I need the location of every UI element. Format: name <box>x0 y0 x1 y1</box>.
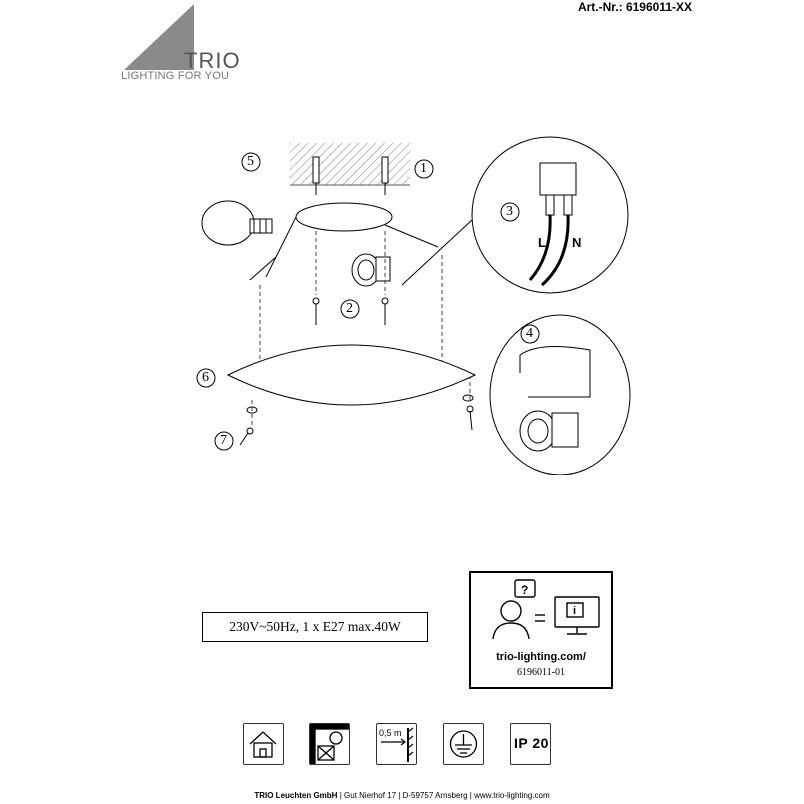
house-icon <box>244 724 283 764</box>
bulb-icon <box>202 201 272 245</box>
footer-city: D-59757 Arnsberg <box>402 791 468 800</box>
min-distance-symbol <box>376 723 417 765</box>
step-number-2: 2 <box>346 301 353 316</box>
footer-web: www.trio-lighting.com <box>474 791 550 800</box>
ip-rating-label: IP 20 <box>514 735 549 751</box>
help-box <box>469 571 613 689</box>
spec-box: 230V~50Hz, 1 x E27 max.40W <box>202 612 428 642</box>
ceiling-hatch <box>290 143 410 185</box>
distance-icon <box>377 724 416 764</box>
svg-text:?: ? <box>521 583 529 597</box>
glass-shade <box>228 345 475 405</box>
step-number-3: 3 <box>506 204 513 219</box>
no-insulation-cover-symbol <box>309 723 350 765</box>
help-code: 6196011-01 <box>517 667 565 678</box>
support-icon <box>481 577 605 641</box>
protection-class-symbol <box>443 723 484 765</box>
detail-pointer <box>402 220 472 285</box>
step-number-6: 6 <box>202 370 209 385</box>
step-number-5: 5 <box>247 154 254 169</box>
logo-brand: TRIO <box>184 48 241 73</box>
wire-label-n: N <box>572 235 582 250</box>
wire-label-l: L <box>538 235 546 250</box>
article-number: Art.-Nr.: 6196011-XX <box>577 0 692 14</box>
footer: TRIO Leuchten GmbH | Gut Nierhof 17 | D-59757 Arnsberg | www.trio-lighting.com <box>254 791 550 800</box>
wall-plug-left <box>313 157 319 195</box>
wall-plug-right <box>382 157 388 195</box>
finial-left <box>240 407 257 445</box>
step-number-7: 7 <box>220 433 227 448</box>
footer-address: Gut Nierhof 17 <box>344 791 397 800</box>
step-number-4: 4 <box>526 326 533 341</box>
screw-left <box>313 298 319 325</box>
bracket-right <box>385 225 438 247</box>
screw-right <box>382 298 388 325</box>
finial-right <box>463 395 473 430</box>
svg-text:i: i <box>573 605 577 617</box>
footer-company: TRIO Leuchten GmbH <box>254 791 338 800</box>
ip-rating-symbol <box>510 723 551 765</box>
help-url: trio-lighting.com/ <box>496 651 586 663</box>
lamp-holder <box>352 254 390 286</box>
distance-label: 0,5 m <box>379 728 402 738</box>
logo-tagline: LIGHTING FOR YOU <box>121 70 230 82</box>
base-plate <box>296 203 392 231</box>
ground-icon <box>444 724 483 764</box>
no-cover-icon <box>310 724 349 764</box>
assembly-diagram <box>180 135 640 475</box>
step-number-1: 1 <box>420 161 427 176</box>
indoor-use-symbol <box>243 723 284 765</box>
